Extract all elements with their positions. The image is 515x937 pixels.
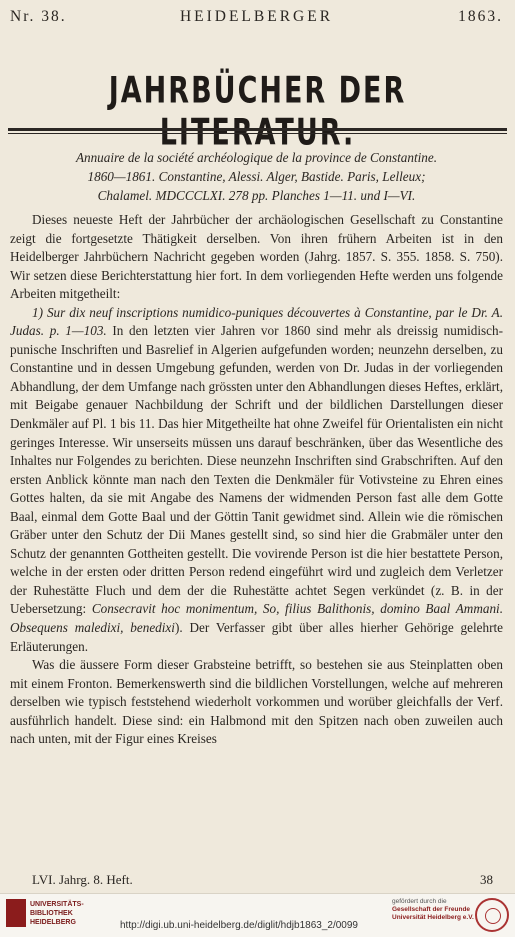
citation-line: Chalamel. MDCCCLXI. 278 pp. Planches 1—11. und I—VI.	[97, 188, 416, 203]
volume-note: LVI. Jahrg. 8. Heft.	[32, 872, 133, 887]
issue-number: Nr. 38.	[10, 8, 67, 25]
year: 1863.	[458, 8, 503, 25]
journal-title: HEIDELBERGER	[179, 8, 334, 25]
masthead-rule	[8, 128, 507, 131]
citation	[10, 148, 503, 205]
library-name: UNIVERSITÄTS- BIBLIOTHEK HEIDELBERG	[30, 901, 84, 926]
masthead-rule-thin	[8, 133, 507, 134]
paragraph: Was die äussere Form dieser Grabsteine betrifft, so bestehen sie aus Steinplatten oben mit einem Fronton. Bemerkenswerth sind die bildlichen Vorstellungen, welche auf mehreren derselben wie typisch feststehend wiederholt vorkommen und worüber gleichfalls der Verf. ausführlich handelt. Diese sind: ein Halbmond mit den Spitzen nach oben zuweilen auch nach unten, mit der Figur eines Kreises	[10, 657, 503, 747]
library-footer-bar	[0, 893, 515, 937]
funding-note: gefördert durch die Gesellschaft der Freunde Universität Heidelberg e.V.	[392, 898, 474, 921]
paragraph-text: In den letzten vier Jahren vor 1860 sind mehr als dreissig numidisch-punische Inschriften und Basrelief in Algerien aufgefunden worden; neunzehn derselben, zu Constantine und in dessen Umgebung gefunden, werden von Dr. Judas in der vorliegenden Abhandlung, der dem Umfange nach grössten unter den Abhandlungen dieses Heftes, erklärt, mit Beigabe genauer Nachbildung der Schrift und der bildlichen Darstellungen dieser Denkmäler auf Pl. 1 bis 11. Das hier Mitgetheilte hat ohne Zweifel für Orientalisten ein nicht geringes Interesse. Wir unserseits müssen uns darauf beschränken, über das Wesentliche des Inhaltes nur Folgendes zu berichten. Diese neunzehn Inschriften sind Grabschriften. Auf den ersten Anblick könnte man nach den Texten die Denkmäler für Votivsteine zu Ehren eines Gottes halten, da sie mit Angabe des Namens der widmenden Person fast alle dem Gotte Baal, einmal dem Gotte Baal und der Göttin Tanit gewidmet sind. Allein wie die römischen Gräber unter den Schutz der Dii Manes gestellt sind, so sind hier die Grabmäler unter den Schutz der genannten Gottheiten gestellt. Die vovirende Person ist die hier bestattete Person, welche in der ersten oder dritten Person redend eingeführt wird und zugleich dem Verletzer der Ruhestätte Fluch und dem der die Ruhestätte achtet Segen verkündet (z. B. in der Uebersetzung:	[10, 323, 503, 617]
paragraph: Dieses neueste Heft der Jahrbücher der archäologischen Gesellschaft zu Constantine zeigt die fortgesetzte Thätigkeit derselben. Von ihren frühern Arbeiten ist in den Heidelberger Jahrbüchern Nachricht gegeben worden (Jahrg. 1857. S. 355. 1858. S. 750). Wir setzen diese Berichterstattung hier fort. In dem vorliegenden Hefte werden uns folgende Arbeiten mitgetheilt:	[10, 212, 503, 302]
source-url[interactable]: http://digi.ub.uni-heidelberg.de/diglit/hdjb1863_2/0099	[120, 920, 358, 931]
running-header	[10, 8, 503, 30]
paragraph-text: ). Der Verfasser gibt über alles hierher Gehörige gelehrte Erläuterungen.	[10, 620, 504, 654]
article-body	[10, 211, 503, 749]
paper-title: 1) Sur dix neuf inscriptions numidico-puniques découvertes à Constantine, par le Dr. A. Judas. p. 1—103.	[10, 304, 503, 339]
paragraph	[10, 304, 503, 656]
citation-line: Annuaire de la société archéologique de la province de Constantine.	[75, 150, 438, 165]
university-seal-icon	[475, 898, 509, 932]
library-logo-icon	[6, 899, 26, 927]
citation-line: 1860—1861. Constantine, Alessi. Alger, Bastide. Paris, Lelleux;	[87, 169, 426, 184]
latin-quote: Consecravit hoc monimentum, So, filius Balithonis, domino Baal Ammani. Obsequens maledixi, benedixi	[10, 601, 503, 636]
signature-number: 38	[480, 872, 493, 887]
masthead: JAHRBÜCHER DER LITERATUR.	[108, 70, 407, 154]
